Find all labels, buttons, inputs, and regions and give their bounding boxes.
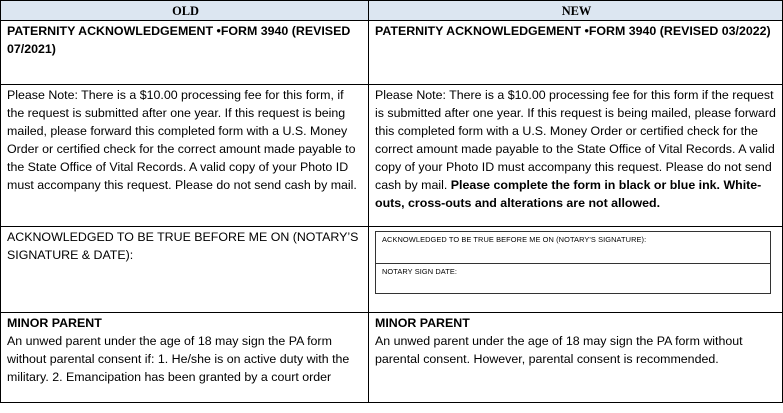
- minor-parent-row: [1, 313, 783, 403]
- notary-signature-label: ACKNOWLEDGED TO BE TRUE BEFORE ME ON (NOTARY'S SIGNATURE):: [382, 235, 647, 244]
- notary-signature-field: [376, 232, 770, 263]
- notary-row: [1, 227, 783, 313]
- notary-date-label: NOTARY SIGN DATE:: [382, 267, 458, 276]
- old-form-title: PATERNITY ACKNOWLEDGEMENT •FORM 3940 (REVISED 07/2021): [1, 21, 369, 85]
- new-form-title: PATERNITY ACKNOWLEDGEMENT •FORM 3940 (REVISED 03/2022): [369, 21, 783, 85]
- notary-form-box: [375, 231, 771, 294]
- old-column-header: OLD: [1, 1, 369, 21]
- new-minor-parent-text: An unwed parent under the age of 18 may sign the PA form without parental consent. However, parental consent is recommended.: [375, 334, 743, 366]
- old-minor-parent-cell: [1, 313, 369, 403]
- notary-date-field: [376, 263, 770, 293]
- old-minor-parent-text: An unwed parent under the age of 18 may sign the PA form without parental consent if: 1. He/she is on active duty with the military. 2. Emancipation has been granted by a court order: [7, 334, 350, 384]
- header-row: [1, 1, 783, 21]
- old-processing-note: Please Note: There is a $10.00 processing fee for this form, if the request is submitted after one year. If this request is being mailed, please forward this completed form with a U.S. Money Order or certified check for the correct amount made payable to the State Office of Vital Records. A valid copy of your Photo ID must accompany this request. Please do not send cash by mail.: [1, 85, 369, 227]
- note-row: [1, 85, 783, 227]
- new-processing-note: Please Note: There is a $10.00 processing fee for this form if the request is submitted after one year. If this request is being mailed, please forward this completed form with a U.S. Money Order or certified check for the correct amount made payable to the State Office of Vital Records. A valid copy of your Photo ID must accompany this request. Please do not send cash by mail.: [375, 88, 776, 192]
- title-row: [1, 21, 783, 85]
- new-minor-parent-heading: MINOR PARENT: [375, 316, 470, 330]
- new-minor-parent-cell: [369, 313, 783, 403]
- new-column-header: NEW: [369, 1, 783, 21]
- old-minor-parent-heading: MINOR PARENT: [7, 316, 102, 330]
- old-notary-label: ACKNOWLEDGED TO BE TRUE BEFORE ME ON (NOTARY’S SIGNATURE & DATE):: [1, 227, 369, 313]
- new-notary-cell: [369, 227, 783, 313]
- new-processing-note-cell: [369, 85, 783, 227]
- new-ink-instruction: Please complete the form in black or blue ink. White-outs, cross-outs and alterations are not allowed.: [375, 178, 762, 210]
